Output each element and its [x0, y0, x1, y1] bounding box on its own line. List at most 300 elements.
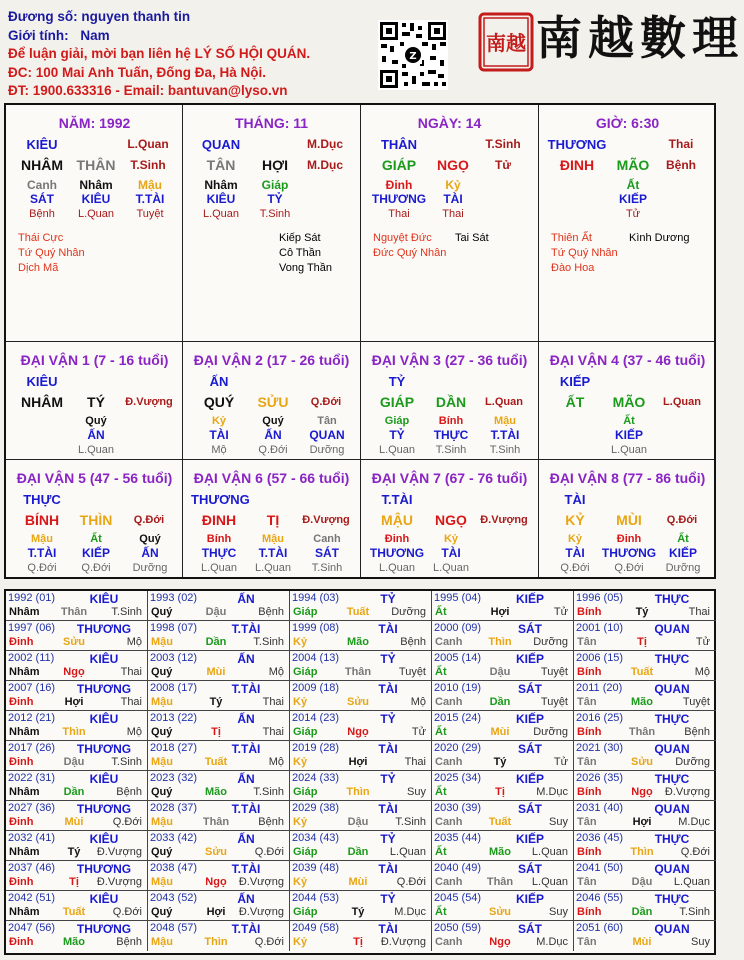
- year-chi: Tị: [69, 876, 79, 888]
- hidden-can: Ất: [626, 178, 640, 192]
- year-can: Ất: [435, 786, 447, 798]
- hidden-star: ẤN: [264, 428, 282, 442]
- dai-van-chi-right: Đ.Vượng: [125, 396, 173, 408]
- year-chi: Mùi: [348, 876, 368, 888]
- year-label: 2014 (23): [292, 712, 340, 724]
- year-chi: Tị: [637, 636, 647, 648]
- year-state: T.Sinh: [253, 786, 284, 798]
- year-cell: [6, 741, 148, 771]
- year-chi: Dậu: [205, 606, 227, 618]
- year-chi: Dậu: [489, 666, 511, 678]
- year-state: Dưỡng: [533, 726, 568, 738]
- year-can: Kỷ: [293, 696, 308, 708]
- year-cell: [432, 891, 574, 921]
- year-state: L.Quan: [389, 846, 426, 858]
- year-chi: Mùi: [632, 936, 652, 948]
- dai-van-chi: TÝ: [87, 394, 105, 410]
- year-cell: [6, 831, 148, 861]
- year-label: 2019 (28): [292, 742, 340, 754]
- year-chi: Tuất: [62, 906, 86, 918]
- year-star: KIẾP: [515, 712, 544, 726]
- dai-van-title: ĐẠI VẬN 4 (37 - 46 tuổi): [549, 352, 706, 368]
- gender-line: [8, 27, 378, 46]
- dai-van-title: ĐẠI VẬN 8 (77 - 86 tuổi): [549, 470, 706, 486]
- hidden-can: Kỷ: [445, 178, 461, 192]
- hidden-state: Mộ: [211, 444, 227, 456]
- year-state: Thai: [120, 696, 142, 708]
- year-chi: Thìn: [346, 786, 370, 798]
- year-state: T.Sinh: [679, 906, 710, 918]
- year-chi: Tý: [209, 696, 223, 708]
- year-state: Thai: [262, 696, 284, 708]
- hidden-can: Mậu: [138, 178, 162, 192]
- year-label: 1996 (05): [576, 592, 624, 604]
- year-star: TÀI: [378, 622, 398, 636]
- hidden-star: TÀI: [441, 546, 461, 560]
- year-state: Mộ: [410, 696, 426, 708]
- dai-van-chi-right: Q.Đới: [666, 514, 698, 526]
- year-can: Giáp: [293, 906, 318, 918]
- contact-line-3: ĐT: 1900.633316 - Email: bantuvan@lyso.vn: [8, 83, 288, 98]
- year-cell: [290, 861, 432, 891]
- pillar-can: TÂN: [206, 157, 236, 173]
- dai-van-chi: NGỌ: [435, 512, 467, 528]
- year-cell: [574, 891, 716, 921]
- hidden-state: Tuyệt: [136, 208, 164, 220]
- year-label: 2007 (16): [8, 682, 56, 694]
- year-state: Mộ: [268, 666, 284, 678]
- year-state: L.Quan: [531, 876, 568, 888]
- year-can: Tân: [577, 696, 597, 708]
- hidden-can: Nhâm: [79, 178, 113, 192]
- dai-van-title: ĐẠI VẬN 7 (67 - 76 tuổi): [371, 470, 528, 486]
- star-item: Đào Hoa: [551, 262, 595, 274]
- year-label: 1999 (08): [292, 622, 340, 634]
- year-label: 2016 (25): [576, 712, 624, 724]
- year-cell: [574, 831, 716, 861]
- year-star: T.TÀI: [231, 922, 261, 936]
- year-star: TỶ: [380, 712, 396, 726]
- hidden-can: Mậu: [494, 415, 516, 427]
- year-state: Bệnh: [684, 726, 710, 738]
- year-star: QUAN: [654, 742, 690, 756]
- year-state: Đ.Vượng: [380, 936, 426, 948]
- star-list-right: [629, 231, 689, 246]
- year-label: 2015 (24): [434, 712, 482, 724]
- hidden-star: TÀI: [443, 192, 463, 206]
- year-state: Q.Đới: [254, 936, 284, 948]
- year-label: 2021 (30): [576, 742, 624, 754]
- year-star: THỰC: [654, 772, 690, 786]
- year-cell: [432, 711, 574, 741]
- year-star: SÁT: [518, 922, 542, 936]
- year-cell: [6, 651, 148, 681]
- dai-van-chi: MÃO: [612, 394, 646, 410]
- dai-van-can: MẬU: [381, 512, 413, 528]
- year-chi: Mão: [489, 846, 511, 858]
- year-chi: Thìn: [62, 726, 86, 738]
- hidden-can: Tân: [317, 415, 337, 427]
- hidden-star: TÀI: [209, 428, 229, 442]
- year-cell: [290, 621, 432, 651]
- year-star: ẤN: [237, 772, 255, 786]
- year-label: 2027 (36): [8, 802, 56, 814]
- year-chi: Tuất: [346, 606, 370, 618]
- year-chi: Sửu: [62, 636, 86, 648]
- year-star: THƯƠNG: [76, 682, 132, 696]
- pillar-star-right: Thai: [668, 137, 694, 151]
- year-label: 2040 (49): [434, 862, 482, 874]
- year-can: Bính: [577, 606, 602, 618]
- year-state: Tử: [695, 636, 710, 648]
- dai-van-can: BÍNH: [24, 512, 60, 528]
- dai-van-box: [6, 460, 183, 579]
- year-label: 2050 (59): [434, 922, 482, 934]
- hidden-star: QUAN: [309, 428, 345, 442]
- year-cell: [432, 651, 574, 681]
- star-item: Kiếp Sát: [279, 232, 321, 244]
- year-chi: Tuất: [488, 816, 512, 828]
- year-can: Tân: [577, 636, 597, 648]
- dai-van-box: [361, 460, 538, 579]
- svg-text:南越: 南越: [486, 31, 526, 55]
- year-cell: [148, 621, 290, 651]
- contact-line-1: Để luận giải, mời bạn liên hệ LÝ SỐ HỘI QUÁN.: [8, 46, 311, 61]
- year-cell: [432, 831, 574, 861]
- year-can: Tân: [577, 756, 597, 768]
- dai-van-star: KIÊU: [26, 374, 58, 389]
- year-state: T.Sinh: [111, 606, 142, 618]
- hidden-state: L.Quan: [77, 444, 115, 456]
- hidden-state: T.Sinh: [489, 444, 521, 456]
- year-label: 2011 (20): [576, 682, 623, 694]
- dai-van-chi-right: Đ.Vượng: [480, 514, 528, 526]
- year-chi: Tị: [495, 786, 505, 798]
- dai-van-title: ĐẠI VẬN 1 (7 - 16 tuổi): [20, 352, 169, 368]
- year-state: Tuyệt: [398, 666, 426, 678]
- year-label: 2048 (57): [150, 922, 198, 934]
- hidden-state: L.Quan: [610, 444, 648, 456]
- year-cell: [148, 921, 290, 951]
- year-chi: Thân: [486, 876, 514, 888]
- hidden-state: Bệnh: [29, 208, 55, 220]
- hidden-can: Bính: [206, 533, 232, 545]
- hidden-can: Ất: [90, 533, 102, 545]
- year-chi: Hợi: [64, 696, 84, 708]
- dai-van-chi-right: L.Quan: [663, 396, 701, 408]
- year-star: ẤN: [237, 892, 255, 906]
- year-chi: Hợi: [490, 606, 510, 618]
- pillar-hour: [539, 105, 716, 343]
- year-can: Đinh: [9, 936, 34, 948]
- year-star: KIẾP: [515, 772, 544, 786]
- year-chi: Thân: [60, 606, 88, 618]
- year-state: Đ.Vượng: [238, 906, 284, 918]
- year-star: THỰC: [654, 652, 690, 666]
- year-chi: Tý: [493, 756, 507, 768]
- hidden-star: ẤN: [141, 546, 159, 560]
- year-label: 2044 (53): [292, 892, 340, 904]
- hidden-star: THƯƠNG: [601, 546, 657, 560]
- year-state: M.Dục: [536, 936, 568, 948]
- star-item: Nguyệt Đức: [373, 232, 432, 244]
- year-cell: [432, 681, 574, 711]
- dai-van-chi: TỊ: [266, 512, 280, 528]
- year-state: Tử: [411, 726, 426, 738]
- year-cell: [290, 921, 432, 951]
- hidden-can: Quý: [262, 415, 284, 427]
- year-label: 1994 (03): [292, 592, 340, 604]
- year-chi: Thân: [344, 666, 372, 678]
- year-state: Tử: [553, 606, 568, 618]
- year-cell: [148, 861, 290, 891]
- year-can: Ất: [435, 726, 447, 738]
- year-can: Quý: [151, 906, 173, 918]
- year-state: T.Sinh: [395, 816, 426, 828]
- hidden-state: Dưỡng: [665, 562, 701, 574]
- year-state: Q.Đới: [396, 876, 426, 888]
- year-star: KIẾP: [515, 832, 544, 846]
- svg-text:Z: Z: [409, 51, 417, 62]
- year-star: QUAN: [654, 682, 690, 696]
- year-can: Canh: [435, 876, 463, 888]
- pillar-star: THƯƠNG: [547, 137, 607, 152]
- pillar-chi-right: M.Dục: [307, 158, 343, 172]
- year-cell: [290, 801, 432, 831]
- pillar-chi-right: Bệnh: [666, 158, 696, 172]
- year-can: Canh: [435, 816, 463, 828]
- year-label: 2025 (34): [434, 772, 482, 784]
- year-label: 2004 (13): [292, 652, 340, 664]
- year-state: Đ.Vượng: [96, 846, 142, 858]
- year-label: 2023 (32): [150, 772, 198, 784]
- year-can: Quý: [151, 666, 173, 678]
- star-list-right: [455, 231, 489, 246]
- year-star: KIẾP: [515, 652, 544, 666]
- year-star: TÀI: [378, 682, 398, 696]
- gender-label: Giới tính:: [8, 27, 69, 43]
- year-cell: [290, 891, 432, 921]
- year-label: 2024 (33): [292, 772, 340, 784]
- hidden-can: Kỷ: [567, 533, 583, 545]
- year-can: Đinh: [9, 696, 34, 708]
- year-can: Bính: [577, 786, 602, 798]
- year-star: TÀI: [378, 742, 398, 756]
- year-star: KIÊU: [89, 832, 119, 846]
- hidden-star: THỰC: [433, 428, 469, 442]
- year-cell: [6, 681, 148, 711]
- year-chi: Ngọ: [205, 876, 227, 888]
- year-cell: [148, 651, 290, 681]
- year-can: Mậu: [151, 936, 173, 948]
- year-star: SÁT: [518, 742, 542, 756]
- year-can: Ất: [435, 666, 447, 678]
- star-list-left: [373, 231, 446, 261]
- year-can: Nhâm: [9, 786, 40, 798]
- year-chi: Tuất: [630, 666, 654, 678]
- year-label: 2033 (42): [150, 832, 198, 844]
- gender-value: Nam: [80, 27, 110, 43]
- year-cell: [148, 741, 290, 771]
- year-label: 2029 (38): [292, 802, 340, 814]
- star-list-left: [551, 231, 618, 276]
- hidden-can: Đinh: [385, 178, 413, 192]
- year-cell: [290, 831, 432, 861]
- year-can: Quý: [151, 606, 173, 618]
- dai-van-box: [183, 460, 360, 579]
- hidden-star: THƯƠNG: [371, 192, 427, 206]
- year-cell: [574, 741, 716, 771]
- qr-code-icon[interactable]: [378, 20, 448, 90]
- year-can: Ất: [435, 906, 447, 918]
- hidden-state: Thai: [442, 208, 464, 220]
- star-item: Dịch Mã: [18, 262, 59, 274]
- year-label: 2013 (22): [150, 712, 198, 724]
- year-label: 1997 (06): [8, 622, 56, 634]
- year-star: KIÊU: [89, 892, 119, 906]
- year-chi: Hợi: [348, 756, 368, 768]
- year-state: Thai: [688, 606, 710, 618]
- year-star: KIÊU: [89, 592, 119, 606]
- pillar-star-right: L.Quan: [127, 137, 169, 151]
- year-star: THỰC: [654, 592, 690, 606]
- pillar-title: THÁNG: 11: [234, 115, 309, 131]
- star-item: Thái Cực: [18, 232, 64, 244]
- year-label: 2003 (12): [150, 652, 198, 664]
- year-state: Suy: [691, 936, 710, 948]
- year-can: Canh: [435, 936, 463, 948]
- hidden-star: T.TÀI: [490, 428, 520, 442]
- year-can: Mậu: [151, 876, 173, 888]
- year-state: Mộ: [268, 756, 284, 768]
- star-item: Cô Thần: [279, 247, 321, 259]
- year-cell: [290, 681, 432, 711]
- pillar-chi: MÃO: [616, 157, 650, 173]
- year-star: QUAN: [654, 862, 690, 876]
- pillar-title: NĂM: 1992: [58, 115, 131, 131]
- year-state: Q.Đới: [112, 906, 142, 918]
- contact-line-2: ĐC: 100 Mai Anh Tuấn, Đống Đa, Hà Nội.: [8, 64, 267, 80]
- year-cell: [432, 741, 574, 771]
- pillar-year: [6, 105, 183, 343]
- year-label: 2035 (44): [434, 832, 482, 844]
- year-star: THƯƠNG: [76, 862, 132, 876]
- year-star: THƯƠNG: [76, 622, 132, 636]
- hidden-can: Kỷ: [211, 415, 227, 427]
- year-can: Tân: [577, 936, 597, 948]
- pillar-chi: THÂN: [76, 157, 116, 173]
- hidden-state: L.Quan: [378, 562, 416, 574]
- year-star: QUAN: [654, 922, 690, 936]
- year-cell: [6, 591, 148, 621]
- year-state: T.Sinh: [253, 636, 284, 648]
- hidden-state: T.Sinh: [311, 562, 343, 574]
- year-can: Giáp: [293, 606, 318, 618]
- year-chi: Hợi: [206, 906, 226, 918]
- hidden-can: Mậu: [262, 533, 284, 545]
- year-state: Đ.Vượng: [238, 876, 284, 888]
- year-can: Nhâm: [9, 666, 40, 678]
- year-state: Bệnh: [116, 786, 142, 798]
- hidden-star: KIẾP: [81, 546, 110, 560]
- hidden-state: L.Quan: [77, 208, 115, 220]
- year-state: Thai: [404, 756, 426, 768]
- year-star: TỶ: [380, 832, 396, 846]
- year-chi: Ngọ: [631, 786, 653, 798]
- year-can: Giáp: [293, 846, 318, 858]
- year-state: M.Dục: [394, 906, 426, 918]
- year-state: Đ.Vượng: [96, 876, 142, 888]
- year-can: Đinh: [9, 636, 34, 648]
- year-label: 2022 (31): [8, 772, 56, 784]
- year-can: Kỷ: [293, 876, 308, 888]
- year-star: TỶ: [380, 772, 396, 786]
- pillar-chi: HỢI: [262, 157, 288, 173]
- year-chi: Tý: [67, 846, 81, 858]
- year-state: Suy: [549, 816, 568, 828]
- year-chi: Dần: [63, 786, 85, 798]
- year-chi: Dậu: [631, 876, 653, 888]
- year-cell: [6, 891, 148, 921]
- year-can: Mậu: [151, 696, 173, 708]
- year-can: Giáp: [293, 786, 318, 798]
- year-label: 2039 (48): [292, 862, 340, 874]
- year-star: ẤN: [237, 652, 255, 666]
- year-star: KIÊU: [89, 712, 119, 726]
- year-cell: [148, 801, 290, 831]
- hidden-star: THƯƠNG: [369, 546, 425, 560]
- year-state: Suy: [549, 906, 568, 918]
- year-label: 1992 (01): [8, 592, 56, 604]
- year-label: 2005 (14): [434, 652, 482, 664]
- dai-van-box: [6, 342, 183, 461]
- dai-van-can: KỶ: [565, 512, 585, 528]
- year-chi: Tuất: [204, 756, 228, 768]
- dai-van-box: [361, 342, 538, 461]
- year-star: TỶ: [380, 652, 396, 666]
- star-item: Tai Sát: [455, 232, 489, 244]
- hidden-can: Nhâm: [204, 178, 238, 192]
- year-cell: [290, 771, 432, 801]
- year-label: 2017 (26): [8, 742, 56, 754]
- dai-van-star: TÀI: [564, 492, 586, 507]
- dai-van-chi-right: Q.Đới: [133, 514, 165, 526]
- year-label: 2010 (19): [434, 682, 482, 694]
- owner-label: Đương số:: [8, 9, 78, 24]
- year-star: SÁT: [518, 622, 542, 636]
- year-can: Mậu: [151, 636, 173, 648]
- dai-van-can: QUÝ: [203, 394, 235, 410]
- year-cell: [6, 711, 148, 741]
- year-star: QUAN: [654, 802, 690, 816]
- hidden-star: SÁT: [315, 546, 339, 560]
- year-label: 2038 (47): [150, 862, 198, 874]
- hidden-state: L.Quan: [202, 208, 240, 220]
- year-label: 2030 (39): [434, 802, 482, 814]
- hidden-can: Giáp: [384, 415, 410, 427]
- year-cell: [432, 621, 574, 651]
- hidden-star: KIÊU: [206, 192, 236, 206]
- year-cell: [148, 591, 290, 621]
- year-chi: Dậu: [63, 756, 85, 768]
- year-state: Mộ: [126, 726, 142, 738]
- year-state: Mộ: [126, 636, 142, 648]
- year-state: L.Quan: [673, 876, 710, 888]
- year-state: Mộ: [694, 666, 710, 678]
- year-cell: [432, 921, 574, 951]
- year-cell: [6, 861, 148, 891]
- dai-van-chi: MÙI: [616, 512, 642, 528]
